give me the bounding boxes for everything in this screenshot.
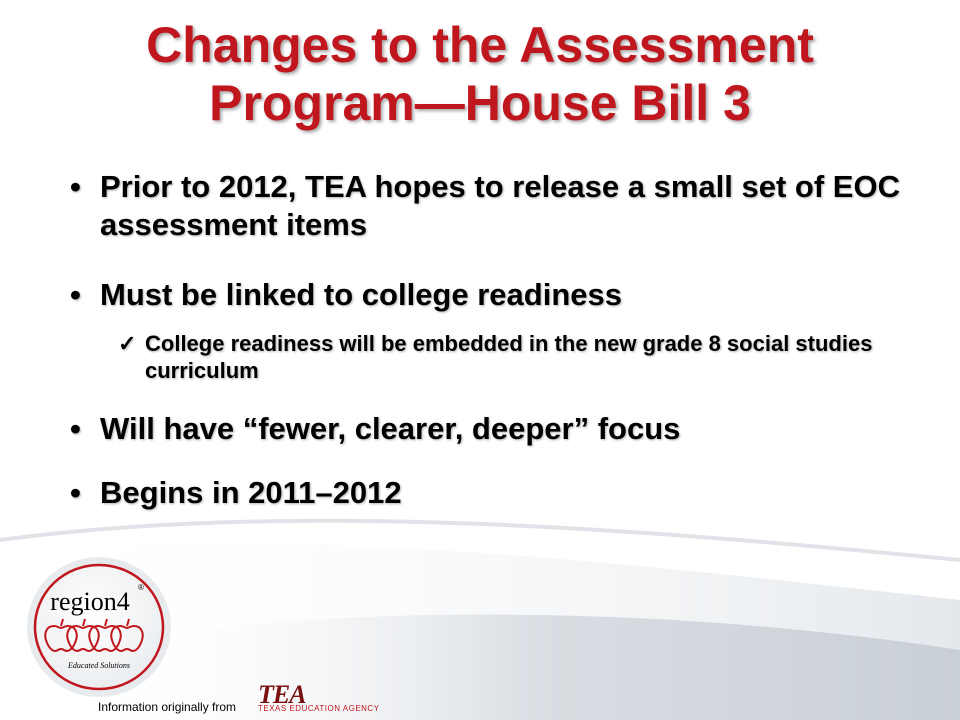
logo-wordmark: region4 [50,587,130,616]
bullet-marker: • [70,411,81,446]
bullet-item [70,168,900,244]
tea-logo [258,680,380,716]
bullet-marker: • [70,169,81,204]
region4-logo [24,554,174,700]
sub-bullet-item [70,330,900,384]
source-credit: Information originally from [98,700,237,714]
tea-wordmark: TEA [258,680,306,709]
page-title [40,16,920,132]
bullet-text: Prior to 2012, TEA hopes to release a small set of EOC assessment items [100,169,900,242]
bullet-text: Must be linked to college readiness [100,277,622,312]
logo-tagline: Educated Solutions [68,661,130,670]
bullet-list [70,168,900,512]
bullet-item [70,410,900,448]
title-line-1: Changes to the Assessment [146,17,814,73]
logo-registered-mark: ® [138,583,144,592]
bullet-text: Will have “fewer, clearer, deeper” focus [100,411,681,446]
bullet-marker: • [70,277,81,312]
bullet-marker: • [70,475,81,510]
bullet-item [70,474,900,512]
title-line-2: Program—House Bill 3 [209,75,751,131]
bullet-item [70,276,900,314]
tea-agency-name: TEXAS EDUCATION AGENCY [258,704,380,713]
bullet-text: Begins in 2011–2012 [100,475,402,510]
sub-bullet-text: College readiness will be embedded in the new grade 8 social studies curriculum [145,331,873,383]
checkmark-icon: ✓ [118,331,137,356]
